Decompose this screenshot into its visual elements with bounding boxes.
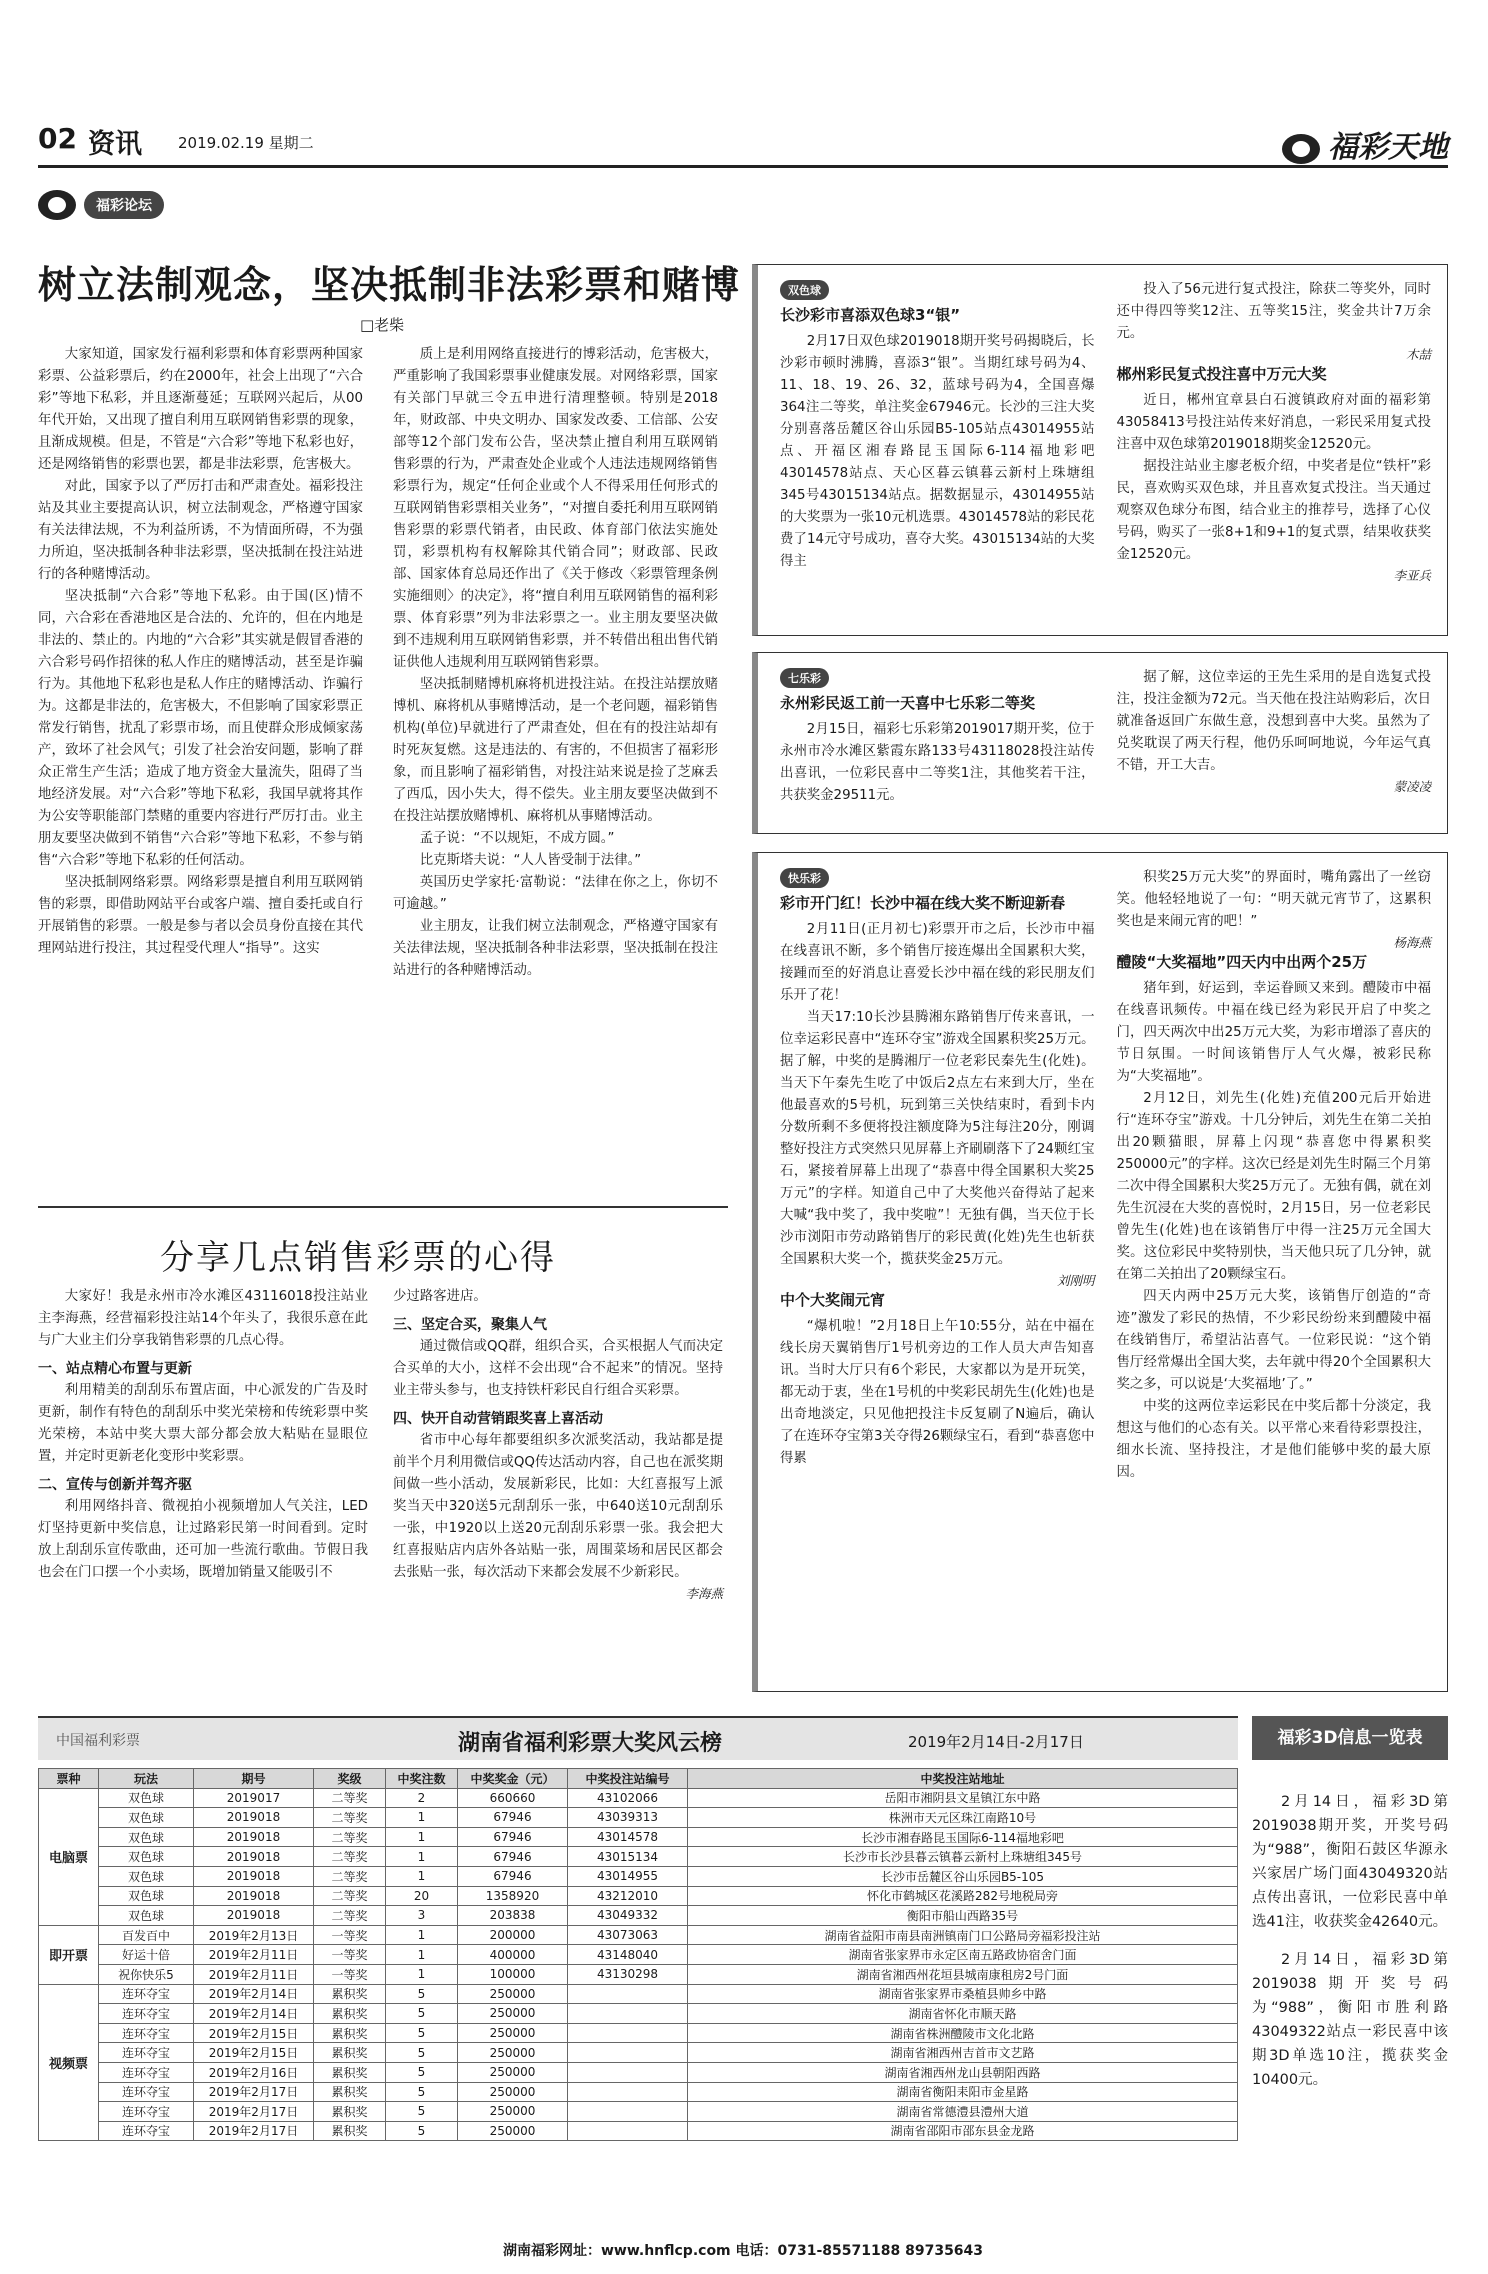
table-cell: 660660 [458,1788,568,1808]
page-number: 02 [38,122,77,155]
table-cell: 湖南省衡阳耒阳市金星路 [688,2082,1238,2102]
paragraph: 2月12日，刘先生(化姓)充值200元后开始进行“连环夺宝”游戏。十几分钟后，刘先生在第二关拍出20颗猫眼，屏幕上闪现“恭喜您中得累积奖250000元”的字样。这次已经是刘先生时隔三个月第二次中得全国累积大奖25万元了。无独有偶，就在刘先生沉浸在大奖的喜悦时，2月15日，另一位老彩民曾先生(化姓)也在该销售厅中得一注25万元全国大奖。这位彩民中奖特别快，当天他只玩了几分钟，就在第二关拍出了20颗绿宝石。 [1116,1091,1431,1282]
table-cell: 2019018 [194,1847,314,1867]
author: 李亚兵 [1393,568,1431,583]
paragraph: 坚决抵制“六合彩”等地下私彩。由于国(区)情不同，六合彩在香港地区是合法的、允许的，但在内地是非法的、禁止的。内地的“六合彩”其实就是假冒香港的六合彩号码作招徕的私人作庄的赌博活动，甚至是诈骗行为。其他地下私彩也是私人作庄的赌博活动、诈骗行为。这都是非法的，危害极大，不但影响了国家彩票正常发行销售，扰乱了彩票市场，而且使群众形成倾家荡产，致坏了社会风气；引发了社会治安问题，影响了群众正常生产生活；造成了地方资金大量流失，阻碍了当地经济发展。对“六合彩”等地下私彩，我国早就将其作为公安等职能部门禁赌的重要内容进行严厉打击。业主朋友要坚决做到不销售“六合彩”等地下私彩，不参与销售“六合彩”等地下私彩的任何活动。 [38,589,363,868]
table-cell: 双色球 [99,1866,194,1886]
table-cell: 43102066 [568,1788,688,1808]
table-cell: 3 [386,1906,458,1926]
table-cell: 二等奖 [314,1827,386,1847]
box3-subtitle: 中个大奖闹元宵 [780,1291,886,1309]
author: 木喆 [1405,347,1431,362]
table-cell: 2 [386,1788,458,1808]
paragraph: 投入了56元进行复式投注，除获二等奖外，同时还中得四等奖12注、五等奖15注，奖金共计7万余元。 [1116,282,1431,341]
table-cell: 双色球 [99,1788,194,1808]
table-cell: 250000 [458,2023,568,2043]
table-row [39,1984,1238,2004]
table-cell: 5 [386,1984,458,2004]
table-cell: 200000 [458,1925,568,1945]
table-row [39,1847,1238,1867]
box3-title: 彩市开门红！长沙中福在线大奖不断迎新春 [780,894,1066,912]
table-header-row [39,1769,1238,1789]
paragraph: 近日，郴州宜章县白石渡镇政府对面的福彩第43058413号投注站传来好消息，一彩民采用复式投注喜中双色球第2019018期奖金12520元。 [1116,393,1431,452]
table-cell: 一等奖 [314,1964,386,1984]
page-header [38,118,1448,168]
paragraph: 2月17日双色球2019018期开奖号码揭晓后，长沙彩市顿时沸腾，喜添3“银”。当期红球号码为4、11、18、19、26、32，蓝球号码为4，全国喜爆364注二等奖，单注奖金67946元。长沙的三注大奖分别喜落岳麓区谷山乐园B5-105站点43014955站点、开福区湘春路昆玉国际6-114福地彩吧43014578站点、天心区暮云镇暮云新村上珠塘组345号43015134站点。据数据显示，43014955站的大奖票为一张10元机选票。43014578站的彩民花费了14元守号成功，喜夺大奖。43015134站的大奖得主 [780,334,1095,569]
paragraph: 省市中心每年都要组织多次派奖活动，我站都是提前半个月利用微信或QQ传达活动内容，自己也在派奖期间做一些小活动，发展新彩民，比如：大红喜报写上派奖当天中320送5元刮刮乐一张，中640送10元刮刮乐一张，中1920以上送20元刮刮乐彩票一张。我会把大红喜报贴店内店外各站贴一张，周围菜场和居民区都会去张贴一张，每次活动下来都会发展不少新彩民。 [393,1433,723,1580]
ticket-category-cell: 即开票 [39,1925,99,1984]
table-cell: 1358920 [458,1886,568,1906]
table-cell: 祝你快乐5 [99,1964,194,1984]
table-cell: 2019018 [194,1827,314,1847]
table-cell: 长沙市湘春路昆玉国际6-114福地彩吧 [688,1827,1238,1847]
table-cell: 连环夺宝 [99,2023,194,2043]
paragraph: 坚决抵制赌博机麻将机进投注站。在投注站摆放赌博机、麻将机从事赌博活动，是一个老问题，福彩销售机构(单位)早就进行了严肃查处，但在有的投注站却有时死灰复燃。这是违法的、有害的，不但损害了福彩形象，而且影响了福彩销售，对投注站来说是捡了芝麻丢了西瓜，因小失大，得不偿失。业主朋友要坚决做到不在投注站摆放赌博机、麻将机从事赌博活动。 [393,677,718,824]
side-panel-body [1252,1790,1448,2106]
box3-col1 [780,867,1095,1484]
table-cell: 衡阳市船山西路35号 [688,1906,1238,1926]
table-cell: 双色球 [99,1847,194,1867]
box1-col1 [780,279,1095,584]
table-cell [568,2004,688,2024]
table-cell: 2019年2月13日 [194,1925,314,1945]
paragraph: 利用精美的刮刮乐布置店面，中心派发的广告及时更新，制作有特色的刮刮乐中奖光荣榜和传统彩票中奖光荣榜，本站中奖大票大部分都会放大粘贴在显眼位置，并定时更新老化变形中奖彩票。 [38,1383,368,1464]
table-cell: 2019017 [194,1788,314,1808]
table-cell: 5 [386,2023,458,2043]
table-cell: 累积奖 [314,2121,386,2141]
table-cell: 43015134 [568,1847,688,1867]
table-cell: 累积奖 [314,1984,386,2004]
box3-tag: 快乐彩 [780,868,829,888]
table-cell: 5 [386,2102,458,2122]
paragraph: 据了解，这位幸运的王先生采用的是自选复式投注，投注金额为72元。当天他在投注站购彩后，次日就准备返回广东做生意，没想到喜中大奖。虽然为了兑奖耽误了两天行程，他仍乐呵呵地说，今年运气真不错，开工大吉。 [1116,670,1431,773]
table-cell: 43039313 [568,1808,688,1828]
table-cell: 怀化市鹤城区花溪路282号地税局旁 [688,1886,1238,1906]
table-cell: 1 [386,1866,458,1886]
table-cell: 二等奖 [314,1906,386,1926]
table-cell [568,2102,688,2122]
table-cell: 43130298 [568,1964,688,1984]
table-cell: 250000 [458,2043,568,2063]
table-cell: 累积奖 [314,2082,386,2102]
table-row [39,1827,1238,1847]
col-header: 中奖投注站地址 [688,1769,1238,1789]
box2-title: 永州彩民返工前一天喜中七乐彩二等奖 [780,694,1036,712]
table-body [39,1788,1238,2141]
section-title: 资讯 [88,129,142,160]
table-cell: 连环夺宝 [99,2062,194,2082]
forum-logo-icon [38,190,76,220]
table-cell: 2019018 [194,1866,314,1886]
paragraph: 坚决抵制网络彩票。网络彩票是擅自利用互联网销售的彩票，即借助网站平台或客户端、擅自委托或自行开展销售的彩票。一般是参与者以会员身份直接在其代理网站进行投注，其过程受代理人“指导”。这实 [38,875,363,956]
table-cell: 一等奖 [314,1925,386,1945]
table-cell: 二等奖 [314,1886,386,1906]
table-cell: 连环夺宝 [99,2004,194,2024]
table-cell: 2019018 [194,1886,314,1906]
col-header: 期号 [194,1769,314,1789]
paragraph: 业主朋友，让我们树立法制观念，严格遵守国家有关法律法规，坚决抵制各种非法彩票，坚决抵制在投注站进行的各种赌博活动。 [393,919,718,978]
table-cell: 43014955 [568,1866,688,1886]
table-row [39,1925,1238,1945]
paragraph: 利用网络抖音、微视拍小视频增加人气关注，LED灯坚持更新中奖信息，让过路彩民第一时间看到。定时放上刮刮乐宣传歌曲，还可加一些流行歌曲。节假日我也会在门口摆一个小卖场，既增加销量又能吸引不 [38,1499,368,1580]
news-box-ssq [752,264,1448,636]
table-row [39,1945,1238,1965]
table-cell: 43073063 [568,1925,688,1945]
paragraph: “爆机啦！”2月18日上午10:55分，站在中福在线长房天翼销售厅1号机旁边的工作人员大声告知喜讯。当时大厅只有6个彩民，大家都以为是开玩笑，都无动于衷，坐在1号机的中奖彩民胡先生(化姓)也是出奇地淡定，只见他把投注卡反复刷了N遍后，确认了在连环夺宝第3关夺得26颗绿宝石，看到“恭喜您中得累 [780,1319,1095,1466]
paragraph: 据投注站业主廖老板介绍，中奖者是位“铁杆”彩民，喜欢购买双色球，并且喜欢复式投注。当天通过观察双色球分布图，结合业主的推荐号，选择了心仪号码，购买了一张8+1和9+1的复式票，结果收获奖金12520元。 [1116,459,1431,562]
article1-col2 [393,344,718,982]
box1-tag: 双色球 [780,280,829,300]
table-cell [568,1984,688,2004]
table-cell: 1 [386,1808,458,1828]
article2-col2 [393,1286,723,1602]
article2-col1 [38,1286,368,1584]
table-row [39,1866,1238,1886]
table-row [39,2043,1238,2063]
article1-col1 [38,344,363,960]
table-cell: 累积奖 [314,2062,386,2082]
table-cell: 2019年2月16日 [194,2062,314,2082]
table-cell: 2019年2月15日 [194,2043,314,2063]
table-cell: 累积奖 [314,2102,386,2122]
table-cell: 双色球 [99,1906,194,1926]
paragraph: 2月14日，福彩3D第2019038期开奖，开奖号码为“988”，衡阳石鼓区华源永兴家居广场门面43049320站点传出喜讯，一位彩民喜中单选41注，收获奖金42640元。 [1252,1794,1448,1930]
table-cell: 2019年2月17日 [194,2082,314,2102]
table-cell: 累积奖 [314,2004,386,2024]
paragraph: 2月14日，福彩3D第2019038期开奖号码为“988”，衡阳市胜利路43049322站点一彩民喜中该期3D单选10注，揽获奖金10400元。 [1252,1952,1448,2088]
table-cell: 1 [386,1925,458,1945]
table-cell: 1 [386,1945,458,1965]
table-cell: 5 [386,2121,458,2141]
table-cell: 250000 [458,2082,568,2102]
table-cell: 1 [386,1847,458,1867]
table-cell: 5 [386,2004,458,2024]
main-article-title: 树立法制观念，坚决抵制非法彩票和赌博 [38,263,741,307]
box1-title: 长沙彩市喜添双色球3“银” [780,306,961,324]
table-cell: 250000 [458,2062,568,2082]
article2-subhead: 二、宣传与创新并驾齐驱 [38,1477,192,1493]
table-cell: 累积奖 [314,2043,386,2063]
author: 杨海燕 [1393,935,1431,950]
table-cell [568,2082,688,2102]
table-cell: 湖南省益阳市南县南洲镇南门口公路局旁福彩投注站 [688,1925,1238,1945]
table-cell: 2019018 [194,1906,314,1926]
table-cell: 43212010 [568,1886,688,1906]
table-cell [568,2023,688,2043]
table-date-range: 2019年2月14日-2月17日 [908,1733,1084,1751]
table-cell: 二等奖 [314,1847,386,1867]
table-cell: 43049332 [568,1906,688,1926]
article2-divider [38,1206,728,1208]
page-footer: 湖南福彩网址：www.hnflcp.com 电话：0731-85571188 89735643 [502,2243,984,2259]
table-row [39,2062,1238,2082]
table-cell: 250000 [458,1984,568,2004]
table-cell: 湖南省张家界市桑植县帅乡中路 [688,1984,1238,2004]
table-cell: 连环夺宝 [99,2121,194,2141]
issue-date: 2019.02.19 星期二 [178,134,314,152]
table-row [39,1964,1238,1984]
table-row [39,2082,1238,2102]
table-cell: 203838 [458,1906,568,1926]
col-header: 中奖投注站编号 [568,1769,688,1789]
ticket-category-cell: 电脑票 [39,1788,99,1925]
table-cell: 43148040 [568,1945,688,1965]
author: 刘刚明 [1056,1273,1095,1288]
table-cell: 5 [386,2043,458,2063]
prize-table [38,1768,1238,2141]
table-cell: 2019年2月14日 [194,2004,314,2024]
table-cell: 双色球 [99,1886,194,1906]
quote: 比克斯塔夫说：“人人皆受制于法律。” [419,853,642,868]
table-cell: 二等奖 [314,1788,386,1808]
table-cell: 一等奖 [314,1945,386,1965]
table-cell: 2019年2月11日 [194,1964,314,1984]
table-row [39,2023,1238,2043]
table-cell: 67946 [458,1808,568,1828]
table-cell: 长沙市岳麓区谷山乐园B5-105 [688,1866,1238,1886]
col-header: 中奖奖金（元） [458,1769,568,1789]
table-cell: 长沙市长沙县暮云镇暮云新村上珠塘组345号 [688,1847,1238,1867]
table-cell: 双色球 [99,1808,194,1828]
col-header: 中奖注数 [386,1769,458,1789]
col-header: 玩法 [99,1769,194,1789]
table-cell: 250000 [458,2102,568,2122]
table-cell: 1 [386,1964,458,1984]
table-cell: 连环夺宝 [99,2043,194,2063]
table-cell: 湖南省株洲醴陵市文化北路 [688,2023,1238,2043]
lottery-logo-icon [1282,134,1320,164]
paragraph: 对此，国家予以了严厉打击和严肃查处。福彩投注站及其业主要提高认识，树立法制观念，严格遵守国家有关法律法规，不为利益所诱，不为情面所碍，不为强力所迫，坚决抵制各种非法彩票，坚决抵制在投注站进行的各种赌博活动。 [38,479,363,582]
paragraph: 积奖25万元大奖”的界面时，嘴角露出了一丝窃笑。他轻轻地说了一句：“明天就元宵节了，这累积奖也是来闹元宵的吧！” [1116,870,1431,929]
quote: 英国历史学家托·富勒说：“法律在你之上，你切不可逾越。” [393,875,718,912]
table-cell: 二等奖 [314,1866,386,1886]
table-cell: 2019年2月14日 [194,1984,314,2004]
table-row [39,2121,1238,2141]
table-cell: 1 [386,1827,458,1847]
table-cell: 250000 [458,2121,568,2141]
article2-subhead: 四、快开自动营销跟奖喜上喜活动 [393,1411,603,1427]
table-cell: 400000 [458,1945,568,1965]
author: 李海燕 [685,1586,723,1601]
side-panel-title: 福彩3D信息一览表 [1252,1716,1448,1760]
table-row [39,1886,1238,1906]
table-cell: 5 [386,2082,458,2102]
paragraph: 2月11日(正月初七)彩票开市之后，长沙市中福在线喜讯不断，多个销售厅接连爆出全国累积大奖，接踵而至的好消息让喜爱长沙中福在线的彩民朋友们乐开了花！ [780,922,1095,1003]
table-cell: 250000 [458,2004,568,2024]
table-cell: 2019年2月15日 [194,2023,314,2043]
box2-tag: 七乐彩 [780,668,829,688]
table-cell: 2019年2月11日 [194,1945,314,1965]
quote: 孟子说：“不以规矩，不成方圆。” [419,831,615,846]
box2-col1 [780,667,1095,807]
table-cell [568,2043,688,2063]
paragraph: 当天17:10长沙县腾湘东路销售厅传来喜讯，一位幸运彩民喜中“连环夺宝”游戏全国累积奖25万元。据了解，中奖的是腾湘厅一位老彩民秦先生(化姓)。当天下午秦先生吃了中饭后2点左右来到大厅，坐在他最喜欢的5号机，玩到第三关快结束时，看到卡内分数所剩不多便将投注额度降为5注每注20分，刚调整好投注方式突然只见屏幕上齐刷刷落下了24颗红宝石，紧接着屏幕上出现了“恭喜中得全国累积大奖25万元”的字样。知道自己中了大奖他兴奋得站了起来大喊“我中奖了，我中奖啦”！无独有偶，当天位于长沙市浏阳市劳动路销售厅的彩民黄(化姓)先生也斩获全国累积大奖一个，揽获奖金25万元。 [780,1010,1095,1267]
table-row [39,2004,1238,2024]
table-cell: 连环夺宝 [99,2082,194,2102]
forum-tag [38,190,164,220]
table-header-bar [38,1716,1238,1760]
table-row [39,1906,1238,1926]
table-row [39,1808,1238,1828]
paragraph: 大家好！我是永州市冷水滩区43116018投注站业主李海燕，经营福彩投注站14个年头了，我很乐意在此与广大业主们分享我销售彩票的几点心得。 [38,1289,368,1348]
table-cell: 2019018 [194,1808,314,1828]
paragraph: 大家知道，国家发行福利彩票和体育彩票两种国家彩票、公益彩票后，约在2000年，社会上出现了“六合彩”等地下私彩，并且逐渐蔓延；互联网兴起后，从00年代开始，又出现了擅自利用互联网销售彩票的现象，且渐成规模。但是，不管是“六合彩”等地下私彩也好，还是网络销售的彩票也罢，都是非法彩票，危害极大。 [38,347,363,472]
table-cell: 100000 [458,1964,568,1984]
paragraph: 猪年到，好运到，幸运眷顾又来到。醴陵市中福在线喜讯频传。中福在线已经为彩民开启了中奖之门，四天两次中出25万元大奖，为彩市增添了喜庆的节日氛围。一时间该销售厅人气火爆，被彩民称为“大奖福地”。 [1116,981,1431,1084]
news-box-qlc [752,652,1448,834]
table-cell: 67946 [458,1847,568,1867]
table-cell: 67946 [458,1866,568,1886]
box3-col2 [1117,867,1432,1484]
paragraph: 2月15日，福彩七乐彩第2019017期开奖，位于永州市冷水滩区紫霞东路133号43118028投注站传出喜讯，一位彩民喜中二等奖1注，其他奖若干注，共获奖金29511元。 [780,722,1095,803]
author: 蒙凌凌 [1393,779,1431,794]
table-brand: 中国福利彩票 [56,1733,140,1749]
masthead-logo [1282,122,1448,166]
table-cell: 湖南省怀化市顺天路 [688,2004,1238,2024]
forum-tag-label: 福彩论坛 [84,191,164,219]
table-title: 湖南省福利彩票大奖风云榜 [458,1731,723,1756]
box1-title-2: 郴州彩民复式投注喜中万元大奖 [1116,365,1327,383]
table-cell [568,2062,688,2082]
news-box-zfzx [752,852,1448,1692]
main-article-byline: □老柴 [360,316,405,334]
table-cell: 湖南省常德澧县澧州大道 [688,2102,1238,2122]
box3-subtitle-2: 醴陵“大奖福地”四天内中出两个25万 [1116,953,1368,971]
table-cell: 67946 [458,1827,568,1847]
table-cell: 连环夺宝 [99,1984,194,2004]
table-cell: 好运十倍 [99,1945,194,1965]
box1-col2 [1117,279,1432,584]
table-cell: 湖南省湘西州吉首市文艺路 [688,2043,1238,2063]
table-cell: 2019年2月17日 [194,2102,314,2122]
table-row [39,1788,1238,1808]
col-header: 票种 [39,1769,99,1789]
table-cell: 连环夺宝 [99,2102,194,2122]
table-cell: 5 [386,2062,458,2082]
col-header: 奖级 [314,1769,386,1789]
table-cell: 2019年2月17日 [194,2121,314,2141]
paragraph: 四天内两中25万元大奖，该销售厅创造的“奇迹”激发了彩民的热情，不少彩民纷纷来到醴陵中福在线销售厅，希望沾沾喜气。一位彩民说：“这个销售厅经常爆出全国大奖，去年就中得20个全国累积大奖之多，可以说是‘大奖福地’了。” [1116,1289,1431,1392]
ticket-category-cell: 视频票 [39,1984,99,2141]
table-cell: 湖南省湘西州龙山县朝阳西路 [688,2062,1238,2082]
table-cell: 双色球 [99,1827,194,1847]
table-cell: 株洲市天元区珠江南路10号 [688,1808,1238,1828]
table-cell: 湖南省湘西州花垣县城南康租房2号门面 [688,1964,1238,1984]
article2-subhead: 一、站点精心布置与更新 [38,1361,192,1377]
paragraph: 少过路客进店。 [393,1289,487,1304]
table-cell: 湖南省邵阳市邵东县金龙路 [688,2121,1238,2141]
paragraph: 通过微信或QQ群，组织合买，合买根据人气而决定合买单的大小，这样不会出现“合不起来”的情况。坚持业主带头参与，也支持铁杆彩民自行组合买彩票。 [393,1339,723,1398]
masthead-text: 福彩天地 [1328,130,1448,165]
table-cell: 岳阳市湘阴县文星镇江东中路 [688,1788,1238,1808]
table-cell [568,2121,688,2141]
paragraph: 质上是利用网络直接进行的博彩活动，危害极大，严重影响了我国彩票事业健康发展。对网络彩票，国家有关部门早就三令五申进行清理整顿。特别是2018年，财政部、中央文明办、国家发改委、工信部、公安部等12个部门发布公告，坚决禁止擅自利用互联网销售彩票的行为，严肃查处企业或个人违法违规网络销售彩票行为，规定“任何企业或个人不得采用任何形式的互联网销售彩票相关业务”，“对擅自委托利用互联网销售彩票的彩票代销者，由民政、体育部门依法实施处罚，彩票机构有权解除其代销合同”；财政部、民政部、国家体育总局还作出了《关于修改〈彩票管理条例实施细则〉的决定》，将“擅自利用互联网销售的福利彩票、体育彩票”列为非法彩票之一。业主朋友要坚决做到不违规利用互联网销售彩票，并不转借出租出售代销证供他人违规利用互联网销售彩票。 [393,347,718,670]
table-cell: 二等奖 [314,1808,386,1828]
table-cell: 湖南省张家界市永定区南五路政协宿舍门面 [688,1945,1238,1965]
table-cell: 20 [386,1886,458,1906]
box2-col2 [1117,667,1432,807]
table-cell: 累积奖 [314,2023,386,2043]
article2-subhead: 三、坚定合买，聚集人气 [393,1317,547,1333]
table-cell: 百发百中 [99,1925,194,1945]
paragraph: 中奖的这两位幸运彩民在中奖后都十分淡定，我想这与他们的心态有关。以平常心来看待彩票投注，细水长流、坚持投注，才是他们能够中奖的最大原因。 [1116,1399,1431,1480]
article2-title: 分享几点销售彩票的心得 [160,1238,556,1278]
table-row [39,2102,1238,2122]
table-cell: 43014578 [568,1827,688,1847]
